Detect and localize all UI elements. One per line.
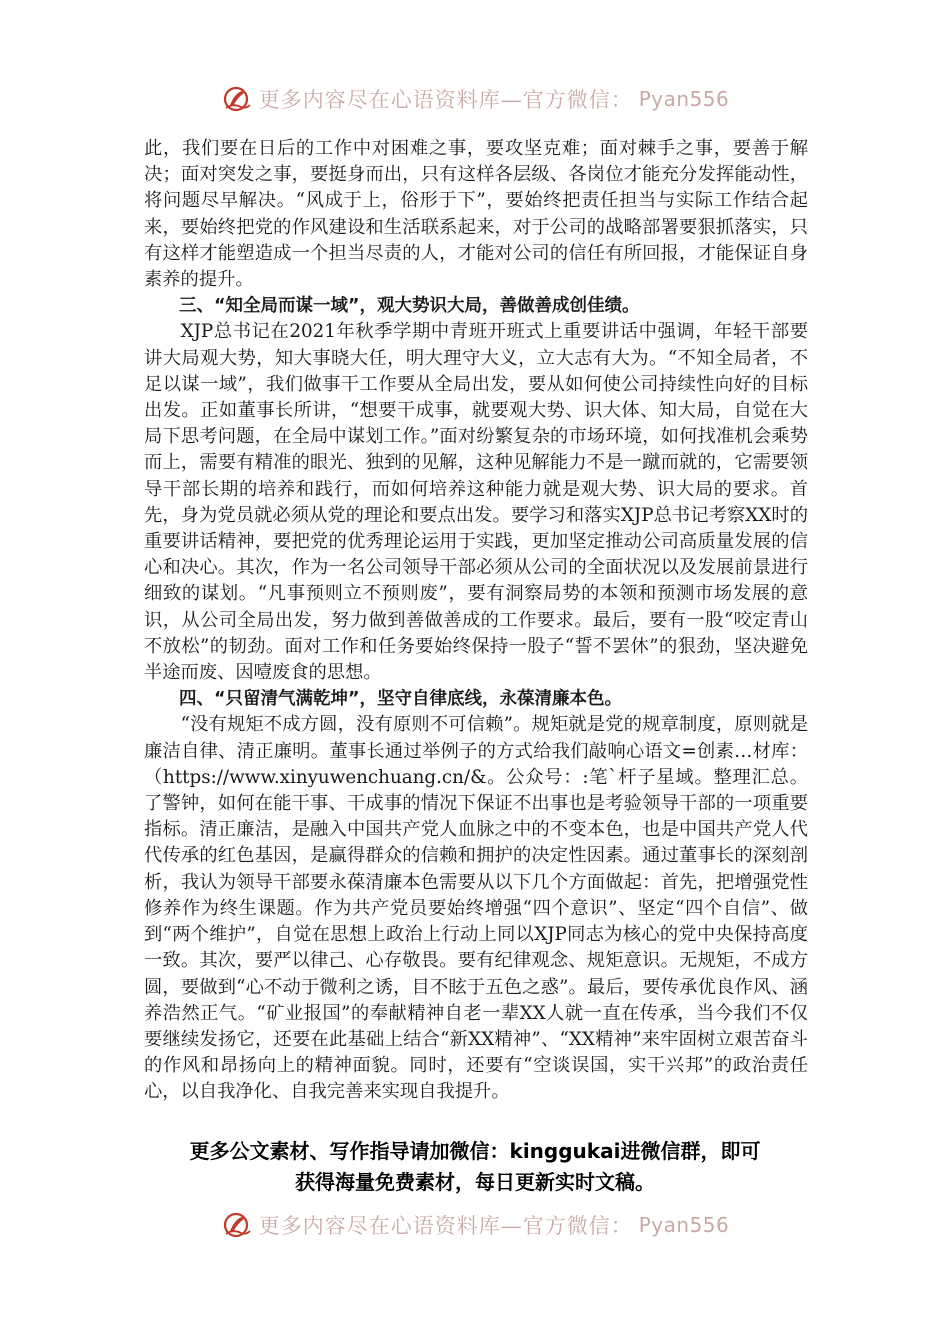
pen-signature-icon xyxy=(221,1209,253,1241)
watermark-text: 更多内容尽在心语资料库—官方微信： xyxy=(258,1214,633,1238)
footer-line-1: 更多公文素材、写作指导请加微信：kinggukai进微信群，即可 xyxy=(189,1139,761,1163)
watermark-account: Pyan556 xyxy=(638,1213,730,1237)
paragraph-3: “没有规矩不成方圆，没有原则不可信赖”。规矩就是党的规章制度，原则就是廉洁自律、清正廉明。董事长通过举例子的方式给我们敲响心语文=创素…材库：（https://www.xinyuwenchuang.cn/&。公众号：:笔`杆子星域。整理汇总。了警钟，如何在能干事、干成事的情况下保证不出事也是考验领导干部的一项重要指标。清正廉洁，是融入中国共产党人血脉之中的不变本色，也是中国共产党人代代传承的红色基因，是赢得群众的信赖和拥护的决定性因素。通过董事长的深刻剖析，我认为领导干部要永葆清廉本色需要从以下几个方面做起：首先，把增强党性修养作为终生课题。作为共产党员要始终增强“四个意识”、坚定“四个自信”、做到“两个维护”，自觉在思想上政治上行动上同以XJP同志为核心的党中央保持高度一致。其次，要严以律己、心存敬畏。要有纪律观念、规矩意识。无规矩，不成方圆，要做到“心不动于微利之诱，目不眩于五色之惑”。最后，要传承优良作风、涵养浩然正气。“矿业报国”的奉献精神自老一辈XX人就一直在传承，当今我们不仅要继续发扬它，还要在此基础上结合“新XX精神”、“XX精神”来牢固树立艰苦奋斗的作风和昂扬向上的精神面貌。同时，还要有“空谈误国，实干兴邦”的政治责任心，以自我净化、自我完善来实现自我提升。 xyxy=(144,714,808,1103)
header-watermark xyxy=(0,83,950,115)
section-heading-3: 三、“知全局而谋一域”，观大势识大局，善做善成创佳绩。 xyxy=(179,296,640,317)
pen-signature-icon xyxy=(221,83,253,115)
footer-promo xyxy=(100,1136,850,1198)
footer-watermark xyxy=(0,1209,950,1241)
footer-line-2: 获得海量免费素材，每日更新实时文稿。 xyxy=(295,1170,655,1194)
paragraph-2: XJP总书记在2021年秋季学期中青班开班式上重要讲话中强调，年轻干部要讲大局观大势，知大事晓大任，明大理守大义，立大志有大为。“不知全局者，不足以谋一域”，我们做事干工作要从全局出发，要从如何使公司持续性向好的目标出发。正如董事长所讲，“想要干成事，就要观大势、识大体、知大局，自觉在大局下思考问题，在全局中谋划工作。”面对纷繁复杂的市场环境，如何找准机会乘势而上，需要有精准的眼光、独到的见解，这种见解能力不是一蹴而就的，它需要领导干部长期的培养和践行，而如何培养这种能力就是观大势、识大局的要求。首先，身为党员就必须从党的理论和要点出发。要学习和落实XJP总书记考察XX时的重要讲话精神，要把党的优秀理论运用于实践，更加坚定推动公司高质量发展的信心和决心。其次，作为一名公司领导干部必须从公司的全面状况以及发展前景进行细致的谋划。“凡事预则立不预则废”，要有洞察局势的本领和预测市场发展的意识，从公司全局出发，努力做到善做善成的工作要求。最后，要有一股“咬定青山不放松”的韧劲。面对工作和任务要始终保持一股子“誓不罢休”的狠劲，坚决避免半途而废、因噎废食的思想。 xyxy=(144,321,808,684)
section-heading-4: 四、“只留清气满乾坤”，坚守自律底线，永葆清廉本色。 xyxy=(179,689,623,710)
watermark-text: 更多内容尽在心语资料库—官方微信： xyxy=(258,88,633,112)
watermark-account: Pyan556 xyxy=(638,87,730,111)
document-body xyxy=(144,136,808,1106)
paragraph-1: 此，我们要在日后的工作中对困难之事，要攻坚克难；面对棘手之事，要善于解决；面对突发之事，要挺身而出，只有这样各层级、各岗位才能充分发挥能动性，将问题尽早解决。“风成于上，俗形于下”，要始终把责任担当与实际工作结合起来，要始终把党的作风建设和生活联系起来，对于公司的战略部署要狠抓落实，只有这样才能塑造成一个担当尽责的人，才能对公司的信任有所回报，才能保证自身素养的提升。 xyxy=(144,138,808,291)
